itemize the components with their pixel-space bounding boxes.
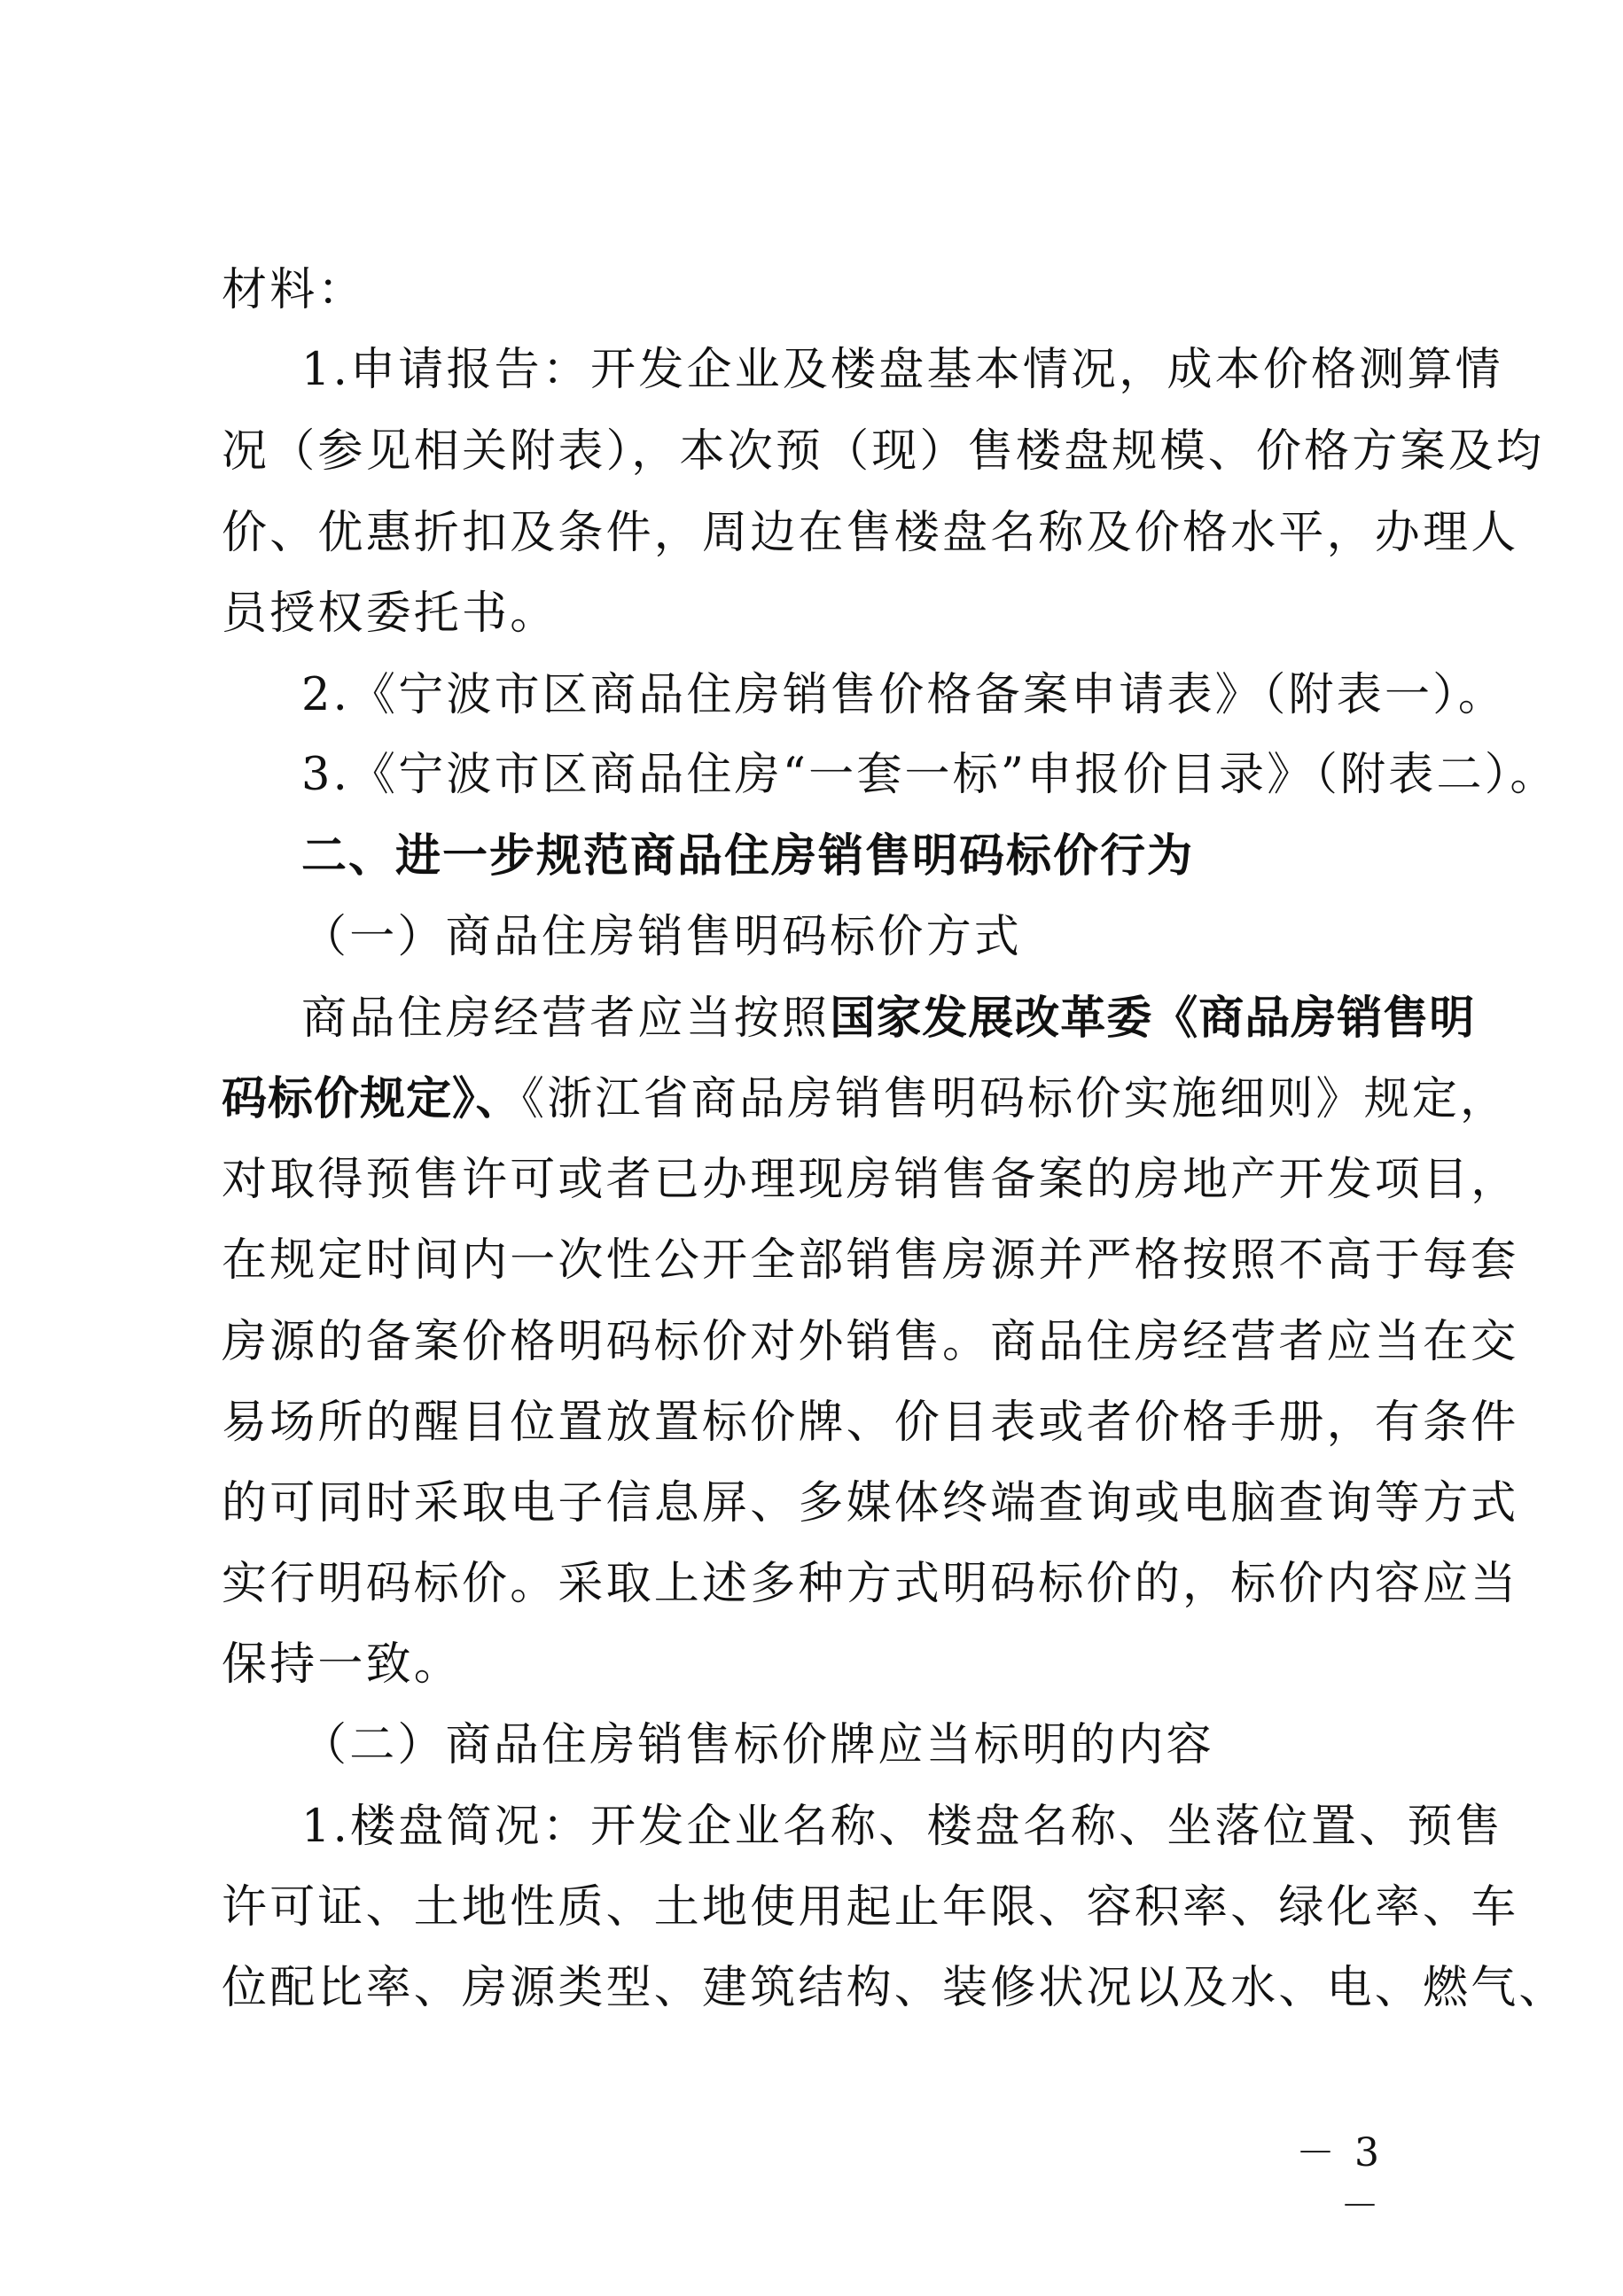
body-line: 许可证、土地性质、土地使用起止年限、容积率、绿化率、车 bbox=[222, 1881, 1519, 1934]
body-line: 况（参见相关附表），本次预（现）售楼盘规模、价格方案及均 bbox=[222, 425, 1545, 478]
body-line: 1.申请报告：开发企业及楼盘基本情况，成本价格测算情 bbox=[301, 344, 1503, 396]
subsection-heading: （二）商品住房销售标价牌应当标明的内容 bbox=[301, 1719, 1214, 1771]
page-number: － 3 － bbox=[1296, 2130, 1383, 2229]
body-line: 1.楼盘简况：开发企业名称、楼盘名称、坐落位置、预售 bbox=[301, 1801, 1503, 1853]
body-line: 2.《宁波市区商品住房销售价格备案申请表》（附表一）。 bbox=[301, 669, 1507, 721]
body-line bbox=[222, 1069, 1509, 1131]
body-line: 保持一致。 bbox=[222, 1638, 463, 1691]
body-text: 商品住房经营者应当按照 bbox=[301, 992, 831, 1045]
body-line: 在规定时间内一次性公开全部销售房源并严格按照不高于每套 bbox=[222, 1234, 1519, 1287]
body-line: 员授权委托书。 bbox=[222, 588, 558, 640]
body-line: 的可同时采取电子信息屏、多媒体终端查询或电脑查询等方式 bbox=[222, 1477, 1519, 1529]
body-line: 材料： bbox=[222, 264, 366, 316]
body-line bbox=[301, 988, 1476, 1050]
body-line: 价、优惠折扣及条件，周边在售楼盘名称及价格水平，办理人 bbox=[222, 507, 1519, 559]
body-line: 房源的备案价格明码标价对外销售。商品住房经营者应当在交 bbox=[222, 1316, 1519, 1368]
body-text: 《浙江省商品房销售明码标价实施细则》规定， bbox=[521, 1073, 1509, 1125]
section-heading: 二、进一步规范商品住房销售明码标价行为 bbox=[301, 830, 1195, 883]
body-line: 对取得预售许可或者已办理现房销售备案的房地产开发项目， bbox=[222, 1154, 1519, 1206]
body-line: 易场所的醒目位置放置标价牌、价目表或者价格手册，有条件 bbox=[222, 1397, 1519, 1449]
body-line: 实行明码标价。采取上述多种方式明码标价的，标价内容应当 bbox=[222, 1558, 1519, 1610]
bold-reference: 国家发展改革委《商品房销售明 bbox=[830, 992, 1476, 1045]
body-line: 位配比率、房源类型、建筑结构、装修状况以及水、电、燃气、 bbox=[222, 1962, 1567, 2014]
bold-reference: 码标价规定》、 bbox=[222, 1073, 522, 1125]
body-line: 3.《宁波市区商品住房“一套一标”申报价目录》（附表二）。 bbox=[301, 749, 1558, 801]
subsection-heading: （一）商品住房销售明码标价方式 bbox=[301, 911, 1023, 963]
